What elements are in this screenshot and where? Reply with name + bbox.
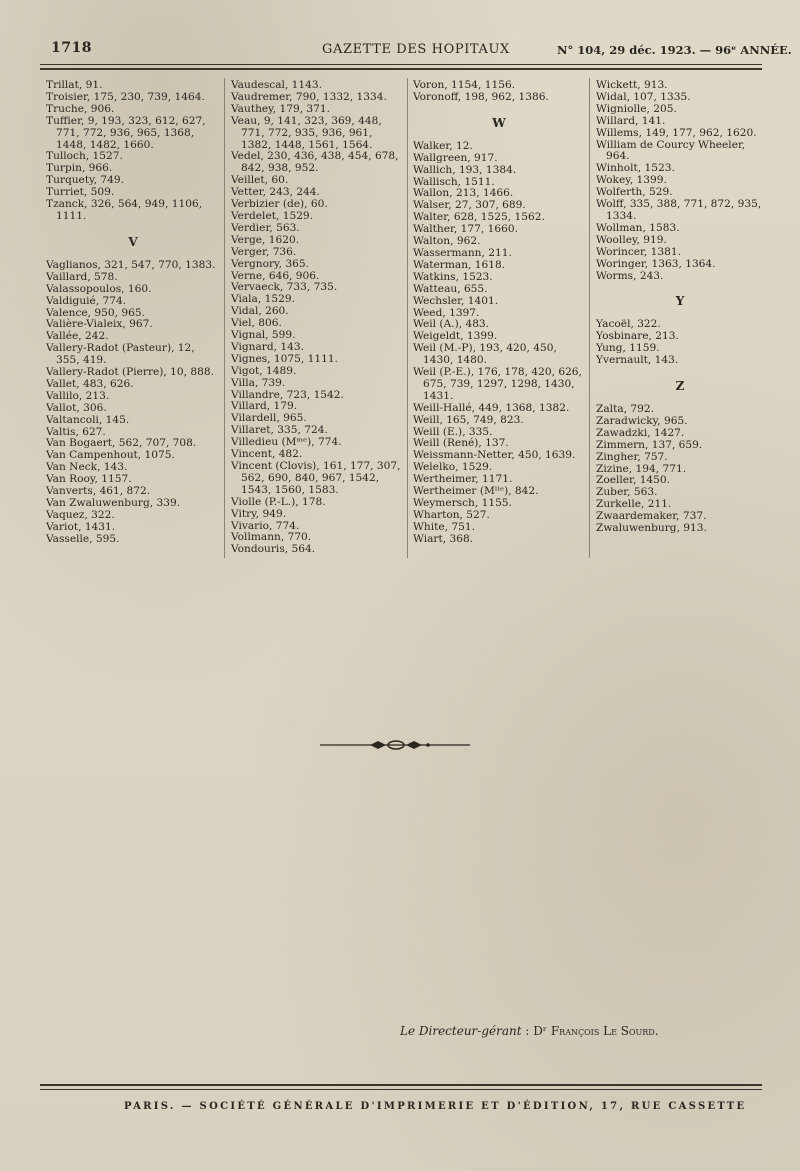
index-entry: Wassermann, 211. bbox=[413, 246, 512, 259]
index-entry: Vaquez, 322. bbox=[46, 508, 115, 521]
index-entry: Vignard, 143. bbox=[231, 340, 304, 353]
index-entry: Vaillard, 578. bbox=[46, 270, 118, 283]
index-entry: Walther, 177, 1660. bbox=[413, 223, 518, 236]
index-entry: Willems, 149, 177, 962, 1620. bbox=[596, 126, 757, 139]
index-entry: Van Zwaluwenburg, 339. bbox=[46, 497, 181, 509]
director-separator: : bbox=[521, 1024, 534, 1038]
index-entry: Walter, 628, 1525, 1562. bbox=[413, 211, 545, 224]
index-entry: Vanverts, 461, 872. bbox=[46, 485, 151, 498]
index-entry: Vallot, 306. bbox=[46, 401, 107, 414]
index-entry: Weil (P.-E.), 176, 178, 420, 626, 675, 739, 1297, 1298, 1430, 1431. bbox=[413, 366, 582, 402]
index-entry: Turriet, 509. bbox=[46, 186, 115, 199]
index-column-2 bbox=[231, 80, 403, 556]
issue-info: N° 104, 29 déc. 1923. — 96ᵉ ANNÉE. bbox=[557, 43, 792, 57]
index-entry: Weymersch, 1155. bbox=[413, 497, 512, 509]
index-entry: Valence, 950, 965. bbox=[46, 306, 145, 319]
index-entry: William de Courcy Wheeler, 964. bbox=[596, 138, 746, 163]
index-entry: Valtis, 627. bbox=[46, 425, 106, 438]
index-entry: Weill-Hallé, 449, 1368, 1382. bbox=[413, 401, 570, 414]
index-entry: Walton, 962. bbox=[413, 235, 481, 248]
index-entry: Verger, 736. bbox=[231, 245, 297, 258]
index-entry: Valassopoulos, 160. bbox=[46, 282, 152, 295]
director-signature bbox=[400, 1024, 659, 1038]
index-entry: Wallisch, 1511. bbox=[413, 175, 495, 188]
index-entry: Weill (René), 137. bbox=[413, 437, 509, 450]
index-entry: Verbizier (de), 60. bbox=[231, 198, 328, 211]
index-entry: Walser, 27, 307, 689. bbox=[413, 199, 526, 212]
index-entry: Van Neck, 143. bbox=[46, 461, 128, 474]
index-entry: Truche, 906. bbox=[46, 102, 115, 115]
index-entry: Voron, 1154, 1156. bbox=[413, 79, 516, 91]
index-entry: Zingher, 757. bbox=[596, 450, 668, 463]
index-entry: Van Bogaert, 562, 707, 708. bbox=[46, 437, 197, 450]
index-entry: White, 751. bbox=[413, 520, 475, 533]
index-entry: Vondouris, 564. bbox=[231, 543, 316, 556]
index-entry: Tulloch, 1527. bbox=[46, 150, 123, 163]
index-entry: Wollman, 1583. bbox=[596, 221, 680, 234]
index-entry: Wolff, 335, 388, 771, 872, 935, 1334. bbox=[596, 198, 762, 222]
index-entry: Villa, 739. bbox=[231, 376, 286, 389]
index-entry: Zurkelle, 211. bbox=[596, 498, 672, 511]
index-entry: Zoeller, 1450. bbox=[596, 474, 671, 487]
index-entry: Viel, 806. bbox=[231, 317, 282, 330]
index-entry: Zizine, 194, 771. bbox=[596, 462, 687, 475]
index-entry: Wiart, 368. bbox=[413, 532, 474, 545]
ornament-divider bbox=[320, 740, 470, 750]
index-entry: Vervaeck, 733, 735. bbox=[231, 281, 338, 294]
index-entry: Worms, 243. bbox=[596, 269, 664, 282]
index-entry: Zwaardemaker, 737. bbox=[596, 510, 707, 523]
index-entry: Verge, 1620. bbox=[231, 233, 300, 246]
index-entry: Willard, 141. bbox=[596, 114, 666, 127]
index-entry: Vilardell, 965. bbox=[231, 412, 307, 425]
index-entry: Wickett, 913. bbox=[596, 79, 668, 91]
index-entry: Tzanck, 326, 564, 949, 1106, 1111. bbox=[46, 198, 203, 222]
index-entry: Woringer, 1363, 1364. bbox=[596, 257, 716, 270]
index-entry: Zaradwicky, 965. bbox=[596, 414, 688, 427]
index-entry: Vitry, 949. bbox=[231, 507, 287, 520]
index-entry: Wallich, 193, 1384. bbox=[413, 163, 517, 176]
index-entry: Vaudescal, 1143. bbox=[231, 79, 323, 91]
index-entry: Vetter, 243, 244. bbox=[231, 186, 320, 199]
index-entry: Wigniolle, 205. bbox=[596, 102, 677, 115]
index-entry: Vidal, 260. bbox=[231, 305, 289, 318]
director-role: Le Directeur-gérant bbox=[400, 1024, 522, 1038]
index-entry: Wertheimer, 1171. bbox=[413, 473, 513, 486]
index-entry: Weed, 1397. bbox=[413, 306, 480, 319]
index-entry: Weill (E.), 335. bbox=[413, 425, 493, 438]
index-entry: Turquety, 749. bbox=[46, 174, 124, 187]
index-column-4 bbox=[596, 80, 764, 535]
index-entry: Watkins, 1523. bbox=[413, 270, 493, 283]
index-entry: Vergnory, 365. bbox=[231, 257, 309, 270]
index-entry: Turpin, 966. bbox=[46, 162, 113, 175]
index-entry: Wechsler, 1401. bbox=[413, 294, 499, 307]
index-entry: Weissmann-Netter, 450, 1639. bbox=[413, 449, 576, 462]
index-entry: Winholt, 1523. bbox=[596, 162, 675, 175]
index-entry: Vauthey, 179, 371. bbox=[231, 102, 331, 115]
index-entry: Vignal, 599. bbox=[231, 329, 296, 342]
index-entry: Woolley, 919. bbox=[596, 233, 667, 246]
index-entry: Yvernault, 143. bbox=[596, 354, 679, 367]
header-rule-bottom bbox=[40, 68, 762, 70]
index-entry: Vallery-Radot (Pierre), 10, 888. bbox=[46, 366, 214, 379]
index-entry: Vignes, 1075, 1111. bbox=[231, 352, 338, 365]
index-entry: Voronoff, 198, 962, 1386. bbox=[413, 90, 549, 103]
index-entry: Villard, 179. bbox=[231, 400, 298, 413]
index-entry: Weill, 165, 749, 823. bbox=[413, 413, 524, 426]
section-letter: Y bbox=[675, 294, 685, 309]
section-letter: V bbox=[128, 234, 138, 249]
index-entry: Zalta, 792. bbox=[596, 403, 654, 416]
index-entry: Weil (M.-P), 193, 420, 450, 1430, 1480. bbox=[413, 342, 557, 367]
index-entry: Veau, 9, 141, 323, 369, 448, 771, 772, 935, 936, 961, 1382, 1448, 1561, 1564. bbox=[231, 114, 382, 151]
index-entry: Troisier, 175, 230, 739, 1464. bbox=[46, 90, 205, 103]
index-entry: Weil (A.), 483. bbox=[413, 318, 490, 331]
index-entry: Vollmann, 770. bbox=[231, 531, 312, 544]
index-entry: Vasselle, 595. bbox=[46, 532, 120, 545]
index-entry: Villedieu (Mᵐᵉ), 774. bbox=[231, 436, 342, 449]
index-entry: Villandre, 723, 1542. bbox=[231, 388, 344, 401]
index-entry: Widal, 107, 1335. bbox=[596, 90, 691, 103]
index-entry: Viala, 1529. bbox=[231, 293, 295, 306]
index-entry: Verdelet, 1529. bbox=[231, 209, 314, 222]
index-entry: Valière-Vialeix, 967. bbox=[46, 318, 153, 331]
index-entry: Vallée, 242. bbox=[46, 330, 109, 343]
index-entry: Verne, 646, 906. bbox=[231, 269, 320, 282]
index-entry: Variot, 1431. bbox=[46, 520, 116, 533]
index-entry: Violle (P.-L.), 178. bbox=[231, 495, 326, 508]
index-entry: Veillet, 60. bbox=[231, 174, 289, 187]
column-separator bbox=[589, 78, 590, 558]
index-entry: Verdier, 563. bbox=[231, 221, 300, 234]
index-entry: Yung, 1159. bbox=[596, 342, 660, 355]
index-entry: Vigot, 1489. bbox=[231, 364, 297, 377]
index-entry: Tuffier, 9, 193, 323, 612, 627, 771, 772, 936, 965, 1368, 1448, 1482, 1660. bbox=[46, 114, 206, 151]
section-letter: W bbox=[492, 115, 506, 130]
index-entry: Vincent (Clovis), 161, 177, 307, 562, 690, 840, 967, 1542, 1543, 1560, 1583. bbox=[231, 460, 401, 496]
index-entry: Welelko, 1529. bbox=[413, 461, 493, 474]
index-entry: Zuber, 563. bbox=[596, 486, 658, 499]
index-column-3 bbox=[413, 80, 585, 546]
index-entry: Wolferth, 529. bbox=[596, 186, 673, 199]
index-entry: Vaglianos, 321, 547, 770, 1383. bbox=[46, 258, 216, 271]
index-entry: Vallet, 483, 626. bbox=[46, 377, 134, 390]
index-entry: Vivario, 774. bbox=[231, 519, 300, 532]
index-entry: Vallery-Radot (Pasteur), 12, 355, 419. bbox=[46, 342, 195, 367]
index-entry: Zwaluwenburg, 913. bbox=[596, 522, 707, 535]
index-entry: Wallgreen, 917. bbox=[413, 151, 498, 164]
index-entry: Yacoël, 322. bbox=[596, 318, 661, 331]
index-entry: Van Rooy, 1157. bbox=[46, 473, 132, 486]
column-separator bbox=[407, 78, 408, 558]
index-column-1 bbox=[46, 80, 220, 546]
index-entry: Trillat, 91. bbox=[46, 79, 103, 91]
index-entry: Worincer, 1381. bbox=[596, 245, 681, 258]
index-entry: Wokey, 1399. bbox=[596, 174, 667, 187]
director-name: Dʳ François Le Sourd. bbox=[533, 1024, 659, 1038]
index-entry: Waterman, 1618. bbox=[413, 258, 506, 271]
index-entry: Walker, 12. bbox=[413, 139, 473, 152]
index-entry: Wallon, 213, 1466. bbox=[413, 187, 514, 200]
index-entry: Watteau, 655. bbox=[413, 282, 488, 295]
index-entry: Valdiguié, 774. bbox=[46, 294, 127, 307]
section-letter: Z bbox=[675, 379, 685, 394]
printer-imprint: PARIS. — SOCIÉTÉ GÉNÉRALE D'IMPRIMERIE ET D'ÉDITION, 17, RUE CASSETTE bbox=[124, 1101, 747, 1112]
index-entry: Zawadzki, 1427. bbox=[596, 426, 685, 439]
index-entry: Wharton, 527. bbox=[413, 508, 490, 521]
index-entry: Villaret, 335, 724. bbox=[231, 424, 328, 437]
index-entry: Vallilo, 213. bbox=[46, 389, 110, 402]
index-entry: Zimmern, 137, 659. bbox=[596, 438, 703, 451]
column-separator bbox=[224, 78, 225, 558]
footer-rule-top bbox=[40, 1084, 762, 1086]
index-entry: Wertheimer (Mˡˡᵉ), 842. bbox=[413, 485, 539, 498]
index-entry: Vedel, 230, 436, 438, 454, 678, 842, 938, 952. bbox=[231, 150, 399, 175]
header-rule-top bbox=[40, 64, 762, 65]
index-entry: Van Campenhout, 1075. bbox=[46, 449, 175, 462]
index-entry: Valtancoli, 145. bbox=[46, 413, 130, 426]
footer-rule-bottom bbox=[40, 1089, 762, 1090]
journal-title: GAZETTE DES HOPITAUX bbox=[322, 42, 510, 57]
index-entry: Yosbinare, 213. bbox=[596, 330, 679, 343]
page-number: 1718 bbox=[51, 40, 92, 56]
index-entry: Vaudremer, 790, 1332, 1334. bbox=[231, 90, 387, 103]
index-entry: Vincent, 482. bbox=[231, 448, 303, 461]
index-entry: Weigeldt, 1399. bbox=[413, 330, 498, 343]
